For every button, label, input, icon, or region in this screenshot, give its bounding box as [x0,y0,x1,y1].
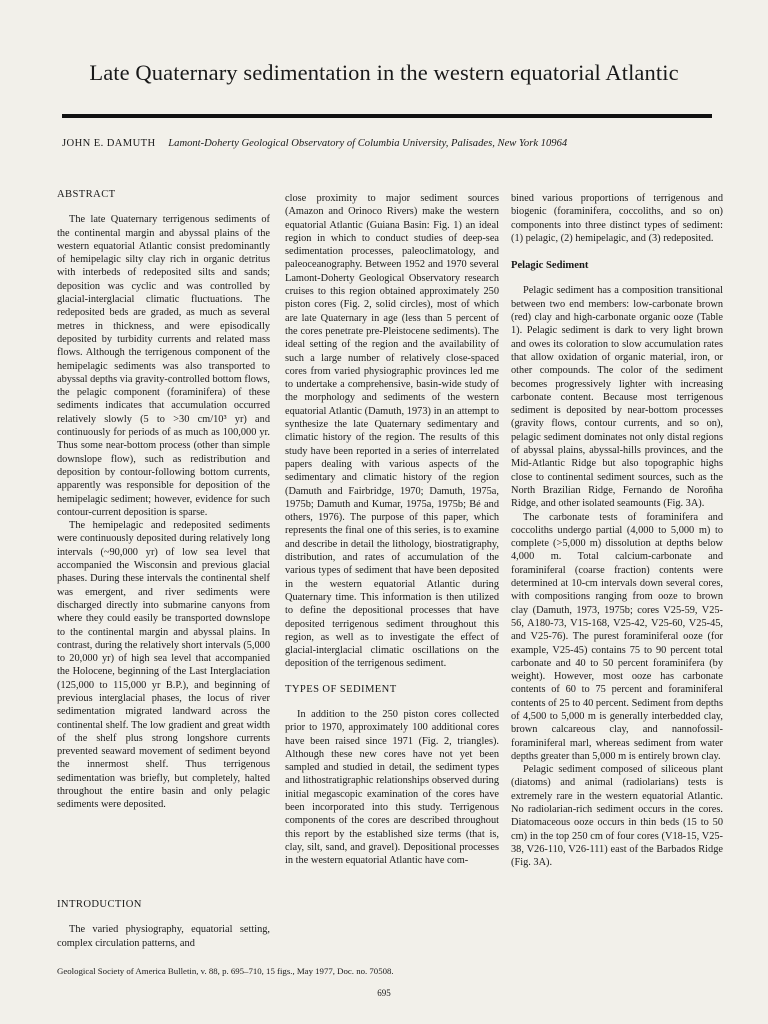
pelagic-paragraph-2: The carbonate tests of foraminifera and coccoliths undergo partial (4,000 to 5,000 m) to complete (>5,000 m) dissolution at depths below 4,000 m. Total calcium-carbonate and foraminiferal (coarse fraction) contents were determined at 10-cm intervals down several cores, with compositions ranging from ooze to brown clay (Damuth, 1973, 1975b; cores V25-59, V25-56, A180-73, V15-168, V25-42, V25-60, V25-45, and V25-76). The purest foraminiferal ooze (for example, V25-45) contains 75 to 90 percent total carbonate and 40 to 50 percent foraminifera (by weight). However, most ooze has carbonate contents of 60 to 75 percent and foraminiferal contents of 25 to 40 percent. Sediment from depths of 4,500 to 5,000 m is generally interbedded clay, brown calcareous clay, and nannofossil-foraminiferal marl, whereas sediment from water depths greater than 5,000 m is entirely brown clay. [511,511,723,762]
types-paragraph-1: In addition to the 250 piston cores collected prior to 1970, approximately 100 additional cores have been raised since 1971 (Fig. 2, triangles). Although these new cores have not yet been sampled and studied in detail, the sediment types and lithostratigraphic relationships observed during initial megascopic examination of the cores have been incorporated into this study. Terrigenous components of the cores are described throughout this report by the established size terms (that is, clay, silt, sand, and gravel). Depositional processes in the western equatorial Atlantic have com- [285,708,499,867]
column-1-introduction [57,898,270,950]
citation-footer: Geological Society of America Bulletin, v. 88, p. 695–710, 15 figs., May 1977, Doc. no. 70508. [57,966,394,976]
paper-title: Late Quaternary sedimentation in the western equatorial Atlantic [89,60,679,85]
abstract-paragraph-2: The hemipelagic and redeposited sediments were continuously deposited during relatively long intervals (~90,000 yr) of low sea level that accompanied the Wisconsin and previous glacial phases. During these intervals the continental shelf was emergent, and river sediments were discharged directly into submarine canyons from where they could easily be transported downslope to the continental margin and abyssal plains. In contrast, during the relatively short intervals (5,000 to 20,000 yr) of high sea level that accompanied the Holocene, beginning of the Last Interglaciation (125,000 to 115,000 yr B.P.), and beginning of previous interglacial phases, the locus of river sedimentation migrated landward across the continental shelf. The low gradient and great width of the shelf plus strong longshore currents prevented seaward movement of sediment beyond the innermost shelf. Thus terrigenous sedimentation was briefly, but completely, halted throughout the entire basin and only pelagic sediments were deposited. [57,520,270,811]
column-2 [285,192,499,868]
author-affiliation: Lamont-Doherty Geological Observatory of Columbia University, Palisades, New York 10964 [168,138,568,149]
pelagic-sediment-heading: Pelagic Sediment [511,260,589,272]
column-1 [57,188,270,812]
column-3 [511,192,723,870]
introduction-heading: INTRODUCTION [57,899,142,910]
abstract-heading: ABSTRACT [57,189,116,200]
types-of-sediment-heading: TYPES OF SEDIMENT [285,683,397,695]
introduction-paragraph-1-continued: close proximity to major sediment sources (Amazon and Orinoco Rivers) make the western equatorial Atlantic (Guiana Basin: Fig. 1) an ideal region in which to conduct studies of deep-sea sedimentation processes, paleoclimatology, and paleoceanography. Between 1952 and 1970 several Lamont-Doherty Geological Observatory research cruises to this region obtained approximately 250 piston cores (Fig. 2, solid circles), most of which are late Quaternary in age (less than 5 percent of the cores penetrate pre-Pleistocene sediments). The ideal setting of the region and the availability of such a large number of relatively close-spaced cores from varied physiographic provinces led me to undertake a comprehensive, basin-wide study of the morphology and sediments of the western equatorial Atlantic (Damuth, 1973) in an attempt to synthesize the late Quaternary sedimentary and climatic history of the region. The results of this study have been reported in a series of interrelated papers dealing with various aspects of the sedimentary and climatic history of the region (Damuth and Fairbridge, 1970; Damuth, 1975a, 1975b; Damuth and Kumar, 1975a, 1975b; Bé and others, 1976). The purpose of this paper, which represents the final one of this series, is to examine and describe in detail the lithology, biostratigraphy, distribution, and rates of accumulation of the various types of sediment that have been deposited in the western equatorial Atlantic during Quaternary time. This information is then utilized to define the depositional processes that have deposited terrigenous sediment throughout this region, as well as to investigate the effect of glacial-interglacial climatic oscillations on the deposition of the terrigenous sediment. [285,193,499,670]
pelagic-paragraph-3: Pelagic sediment composed of siliceous plant (diatoms) and animal (radiolarians) tests is extremely rare in the western equatorial Atlantic. No radiolarian-rich sediment occurs in the cores. Diatomaceous ooze occurs in thin beds (15 to 50 cm) in the top 250 cm of four cores (V18-15, V25-38, V26-110, V26-111) east of the Barbados Ridge (Fig. 3A). [511,764,723,869]
types-paragraph-1-continued: bined various proportions of terrigenous and biogenic (foraminifera, coccoliths, and so on) components into three distinct types of sediment: (1) pelagic, (2) hemipelagic, and (3) redeposited. [511,193,723,244]
author-name: JOHN E. DAMUTH [62,138,156,149]
page-number: 695 [377,988,391,998]
byline [62,138,742,149]
pelagic-paragraph-1: Pelagic sediment has a composition transitional between two end members: low-carbonate brown (red) clay and high-carbonate organic ooze (Table 1). Pelagic sediment is dark to very light brown and owes its coloration to slow accumulation rates that allow oxidation of organic material, iron, or other compounds. The color of the sediment becomes progressively lighter with increasing carbonate content. Because most terrigenous sediment is deposited by near-bottom processes (gravity flows, contour currents, and so on), pelagic sediment dominates not only distal regions of abyssal plains, abyssal-hills provinces, and the Mid-Atlantic Ridge but also topographic highs close to continental sediment sources, such as the North Brazilian Ridge, Fernando de Noroñha Ridge, and other isolated seamounts (Fig. 3A). [511,285,723,510]
title-rule [62,114,712,118]
introduction-paragraph-1: The varied physiography, equatorial setting, complex circulation patterns, and [57,924,270,949]
abstract-paragraph-1: The late Quaternary terrigenous sediments of the continental margin and abyssal plains of the western equatorial Atlantic consist predominantly of hemipelagic silty clay rich in organic detritus with interbeds of redeposited silts and sands; deposition was cyclic and was controlled by glacial-interglacial climatic fluctuations. The redeposited beds are graded, as much as several metres in thickness, and were episodically deposited by turbidity currents and related mass flows. Although the terrigenous component of the hemipelagic sediments was also transported to abyssal depths via gravity-controlled bottom flows, the pelagic component (foraminifera) of these sediments indicates that accumulation occurred relatively slowly (5 to >30 cm/10³ yr) and continuously for periods of as much as 100,000 yr. Thus some near-bottom process (other than simple downslope flow), such as redistribution and deposition by contour-following bottom currents, apparently was responsible for deposition of the hemipelagic sediment; however, evidence for such contour-current deposition is sparse. [57,214,270,518]
